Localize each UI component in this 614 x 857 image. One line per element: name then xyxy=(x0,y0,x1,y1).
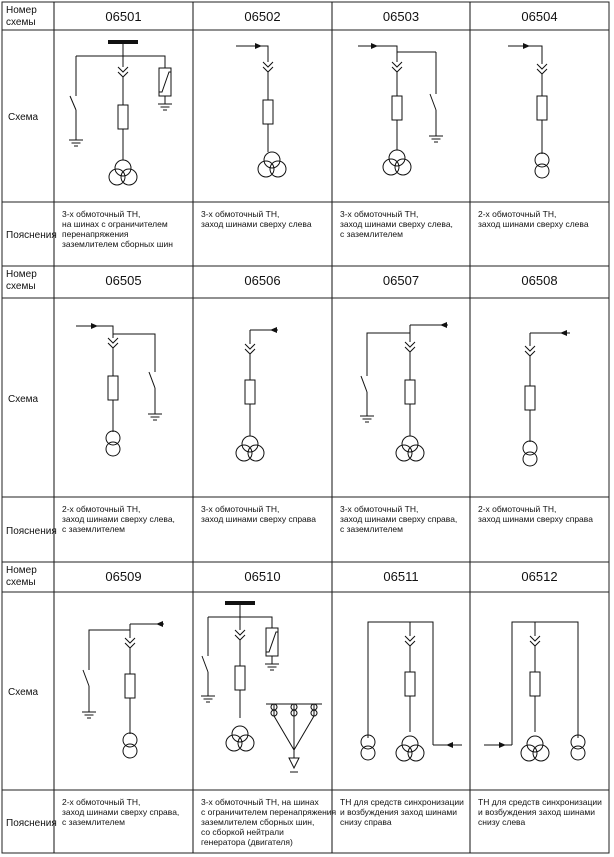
scheme-note-line: заход шинами сверху слева, xyxy=(340,219,453,229)
scheme-note-line: и возбуждения заход шинами xyxy=(478,807,595,817)
diagram-06508 xyxy=(523,330,570,466)
scheme-note-line: снизу справа xyxy=(340,817,392,827)
notes-row-label: Пояснения xyxy=(6,230,57,241)
row-header-label: схемы xyxy=(6,17,36,28)
scheme-note-line: заземлителем сборных шин xyxy=(62,239,173,249)
ground-icon xyxy=(69,140,83,146)
scheme-note-line: снизу слева xyxy=(478,817,526,827)
scheme-number: 06512 xyxy=(521,569,558,584)
ground-icon xyxy=(148,414,162,420)
three-winding-transformer-icon xyxy=(383,150,411,175)
scheme-note-line: и возбуждения заход шинами xyxy=(340,807,457,817)
diagram-06505 xyxy=(76,323,162,456)
scheme-note-line: заход шинами сверху справа xyxy=(201,514,316,524)
scheme-note-line: с заземлителем xyxy=(62,524,125,534)
row-header-label: Номер xyxy=(6,269,37,280)
scheme-note-line: 3-х обмоточный ТН, xyxy=(62,209,141,219)
row-header-label: схемы xyxy=(6,577,36,588)
arrow-left-icon xyxy=(440,322,447,328)
busbar-icon xyxy=(225,601,255,605)
surge-arrester-icon xyxy=(158,68,172,110)
scheme-note-line: 2-х обмоточный ТН, xyxy=(478,209,557,219)
disconnect-plug-icon xyxy=(405,342,415,352)
diagram-06506 xyxy=(236,327,278,461)
scheme-note-line: перенапряжения xyxy=(62,229,129,239)
disconnect-plug-icon xyxy=(525,346,535,356)
scheme-note-line: со сборкой нейтрали xyxy=(201,827,284,837)
surge-arrester-icon xyxy=(265,628,279,670)
diagram-06503 xyxy=(358,43,443,175)
arrow-left-icon xyxy=(446,742,453,748)
scheme-number: 06501 xyxy=(105,9,142,24)
scheme-note-line: 3-х обмоточный ТН, xyxy=(340,209,419,219)
scheme-number: 06507 xyxy=(382,273,420,288)
fuse-icon xyxy=(235,666,245,690)
two-winding-transformer-icon xyxy=(523,441,537,466)
fuse-icon xyxy=(392,96,402,120)
scheme-note-line: с заземлителем xyxy=(340,229,403,239)
disconnect-plug-icon xyxy=(405,636,415,646)
disconnect-plug-icon xyxy=(537,64,547,74)
scheme-number: 06502 xyxy=(244,9,281,24)
fuse-icon xyxy=(245,380,255,404)
fuse-icon xyxy=(405,380,415,404)
scheme-row-label: Схема xyxy=(8,687,39,698)
three-winding-transformer-icon xyxy=(109,160,137,185)
scheme-note-line: 3-х обмоточный ТН, на шинах xyxy=(201,797,319,807)
scheme-number: 06511 xyxy=(383,569,419,584)
scheme-number: 06508 xyxy=(521,273,558,288)
diagram-06509 xyxy=(82,621,164,758)
disconnect-plug-icon xyxy=(118,67,128,77)
diagram-06512 xyxy=(484,622,585,761)
scheme-note-line: с заземлителем xyxy=(340,524,403,534)
scheme-number: 06505 xyxy=(105,273,142,288)
scheme-note-line: заход шинами сверху справа, xyxy=(340,514,458,524)
ground-icon xyxy=(265,664,279,670)
arrow-right-icon xyxy=(523,43,530,49)
three-winding-transformer-icon xyxy=(236,436,264,461)
ground-icon xyxy=(82,712,96,718)
arrow-left-icon xyxy=(560,330,567,336)
scheme-number: 06506 xyxy=(244,273,281,288)
fuse-icon xyxy=(108,376,118,400)
diagram-06502 xyxy=(236,43,286,177)
diagram-06507 xyxy=(360,322,448,461)
busbar-icon xyxy=(108,40,138,44)
three-winding-transformer-icon xyxy=(258,152,286,177)
diagram-06510 xyxy=(201,601,322,772)
three-winding-transformer-icon xyxy=(396,436,424,461)
three-winding-transformer-icon xyxy=(521,736,549,761)
scheme-note-line: ТН для средств синхронизации xyxy=(340,797,464,807)
neutral-ground-icon xyxy=(289,758,299,768)
scheme-note-line: 2-х обмоточный ТН, xyxy=(62,504,141,514)
disconnect-plug-icon xyxy=(245,344,255,354)
scheme-note-line: 3-х обмоточный ТН, xyxy=(201,209,280,219)
row-header-label: Номер xyxy=(6,565,37,576)
scheme-note-line: ТН для средств синхронизации xyxy=(478,797,602,807)
disconnect-plug-icon xyxy=(530,636,540,646)
scheme-note-line: 3-х обмоточный ТН, xyxy=(201,504,280,514)
fuse-icon xyxy=(118,105,128,129)
fuse-icon xyxy=(405,672,415,696)
table-grid xyxy=(2,2,609,853)
scheme-note-line: на шинах с ограничителем xyxy=(62,219,168,229)
row-header-label: Номер xyxy=(6,5,37,16)
scheme-note-line: заземлителем сборных шин, xyxy=(201,817,315,827)
disconnect-plug-icon xyxy=(125,638,135,648)
ground-icon xyxy=(429,136,443,142)
notes-row-label: Пояснения xyxy=(6,526,57,537)
scheme-number: 06504 xyxy=(521,9,558,24)
scheme-number: 06509 xyxy=(105,569,142,584)
scheme-note-line: 2-х обмоточный ТН, xyxy=(478,504,557,514)
diagram-06511 xyxy=(361,622,462,761)
row-header-label: схемы xyxy=(6,281,36,292)
fuse-icon xyxy=(537,96,547,120)
arrow-right-icon xyxy=(255,43,262,49)
scheme-note-line: заход шинами сверху справа xyxy=(478,514,593,524)
notes-row-label: Пояснения xyxy=(6,818,57,829)
scheme-note-line: 2-х обмоточный ТН, xyxy=(62,797,141,807)
arrow-right-icon xyxy=(91,323,98,329)
disconnect-plug-icon xyxy=(263,62,273,72)
arrow-left-icon xyxy=(270,327,277,333)
fuse-icon xyxy=(530,672,540,696)
ground-icon xyxy=(360,416,374,422)
fuse-icon xyxy=(525,386,535,410)
neutral-assembly xyxy=(266,704,322,772)
scheme-number: 06510 xyxy=(244,569,281,584)
ground-icon xyxy=(201,696,215,702)
three-winding-transformer-icon xyxy=(226,726,254,751)
arrow-right-icon xyxy=(499,742,506,748)
fuse-icon xyxy=(263,100,273,124)
two-winding-transformer-icon xyxy=(571,735,585,760)
scheme-note-line: 3-х обмоточный ТН, xyxy=(340,504,419,514)
arrow-left-icon xyxy=(156,621,163,627)
block-1 xyxy=(6,5,589,249)
two-winding-transformer-icon xyxy=(535,153,549,178)
scheme-note-line: генератора (двигателя) xyxy=(201,837,293,847)
scheme-note-line: с заземлителем xyxy=(62,817,125,827)
scheme-note-line: заход шинами сверху слева xyxy=(478,219,589,229)
scheme-note-line: с ограничителем перенапряжения xyxy=(201,807,337,817)
diagram-06504 xyxy=(508,43,549,178)
scheme-note-line: заход шинами сверху справа, xyxy=(62,807,180,817)
block-3 xyxy=(6,565,602,847)
ground-icon xyxy=(158,104,172,110)
scheme-number: 06503 xyxy=(382,9,420,24)
disconnect-plug-icon xyxy=(235,630,245,640)
three-winding-transformer-icon xyxy=(396,736,424,761)
scheme-row-label: Схема xyxy=(8,112,39,123)
disconnect-plug-icon xyxy=(108,338,118,348)
scheme-row-label: Схема xyxy=(8,394,39,405)
scheme-note-line: заход шинами сверху слева, xyxy=(62,514,175,524)
disconnect-plug-icon xyxy=(392,62,402,72)
two-winding-transformer-icon xyxy=(361,735,375,760)
two-winding-transformer-icon xyxy=(106,431,120,456)
two-winding-transformer-icon xyxy=(123,733,137,758)
fuse-icon xyxy=(125,674,135,698)
arrow-right-icon xyxy=(371,43,378,49)
diagram-06501 xyxy=(69,40,172,185)
scheme-note-line: заход шинами сверху слева xyxy=(201,219,312,229)
